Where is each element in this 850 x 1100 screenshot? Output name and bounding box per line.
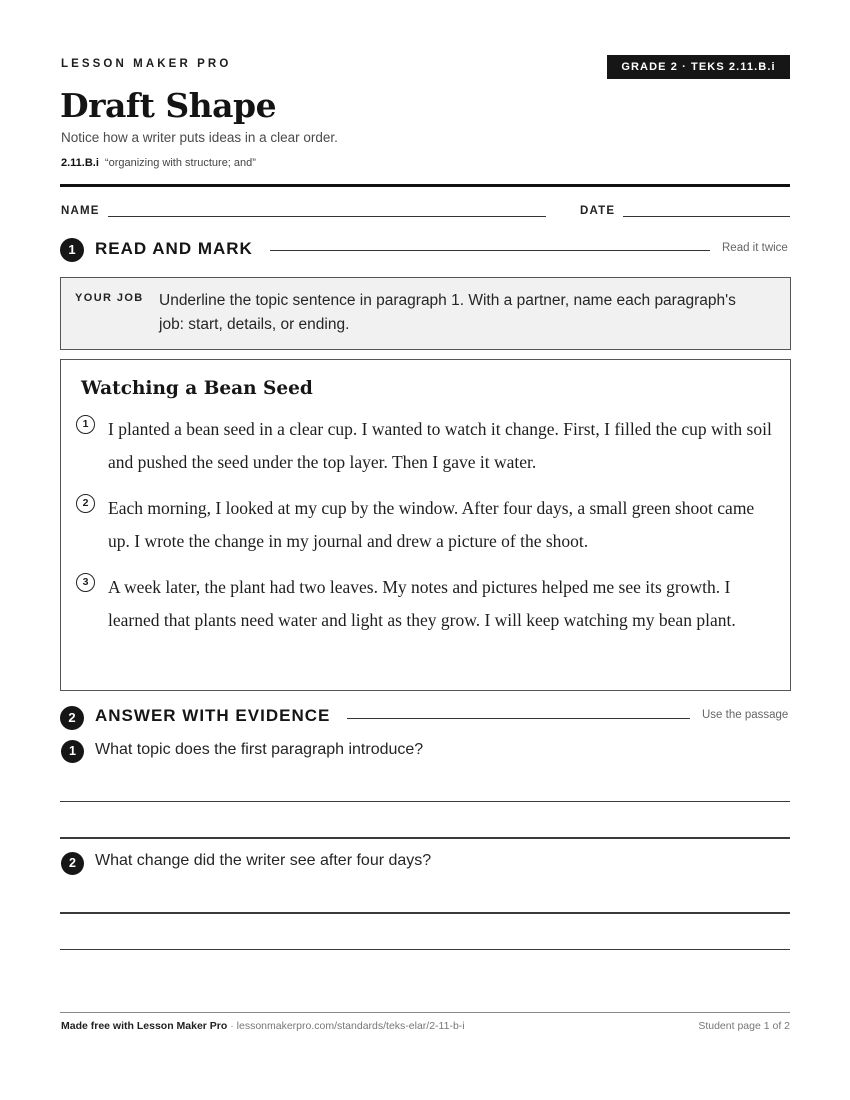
section-number-badge: 2: [60, 706, 84, 730]
footer-url: · lessonmakerpro.com/standards/teks-elar/2-11-b-i: [227, 1020, 465, 1032]
section-rule: [347, 718, 690, 719]
section-rule: [270, 250, 710, 251]
name-label: NAME: [61, 205, 100, 217]
passage-paragraph: A week later, the plant had two leaves. My notes and pictures helped me see its growth. I learned that plants need water and light as they grow. I will keep watching my bean plant.: [108, 577, 736, 630]
section-note: Use the passage: [702, 709, 789, 721]
brand-name: LESSON MAKER PRO: [61, 58, 232, 70]
question-text: What topic does the first paragraph introduce?: [95, 741, 424, 758]
answer-line[interactable]: [60, 801, 790, 802]
standard-code: 2.11.B.i: [61, 157, 99, 169]
footer-brand: Made free with Lesson Maker Pro: [61, 1020, 228, 1032]
question-text: What change did the writer see after four days?: [95, 852, 432, 869]
your-job-box: [60, 277, 791, 350]
section-number-badge: 1: [60, 238, 84, 262]
your-job-label: YOUR JOB: [75, 292, 144, 304]
footer-divider: [60, 1012, 790, 1013]
section-title-answer-with-evidence: ANSWER WITH EVIDENCE: [95, 706, 331, 725]
grade-badge: GRADE 2 · TEKS 2.11.B.i: [607, 55, 790, 79]
paragraph-number: 2: [76, 494, 95, 513]
section-note: Read it twice: [722, 242, 788, 254]
question-number-badge: 2: [61, 852, 84, 875]
standard-line: [61, 157, 256, 169]
passage-paragraph: I planted a bean seed in a clear cup. I wanted to watch it change. First, I filled the cup with soil and pushed the seed under the top layer. Then I gave it water.: [108, 419, 772, 472]
answer-line[interactable]: [60, 837, 790, 839]
name-field[interactable]: [108, 216, 546, 217]
passage-title: Watching a Bean Seed: [81, 378, 313, 399]
page-number: Student page 1 of 2: [698, 1020, 790, 1032]
reading-passage: [60, 359, 791, 691]
answer-line[interactable]: [60, 949, 790, 950]
paragraph-number: 3: [76, 573, 95, 592]
footer-credit: [61, 1020, 465, 1032]
standard-quote: “organizing with structure; and”: [104, 157, 256, 169]
passage-paragraph: Each morning, I looked at my cup by the window. After four days, a small green shoot came up. I wrote the change in my journal and drew a picture of the shoot.: [108, 498, 755, 551]
question-number-badge: 1: [61, 740, 84, 763]
header-divider: [60, 184, 790, 187]
page-title: Draft Shape: [60, 86, 277, 125]
answer-line[interactable]: [60, 912, 790, 914]
page-subtitle: Notice how a writer puts ideas in a clear order.: [61, 130, 338, 145]
your-job-text: Underline the topic sentence in paragraph 1. With a partner, name each paragraph's job: start, details, or ending.: [159, 292, 736, 333]
date-field[interactable]: [623, 216, 790, 217]
paragraph-number: 1: [76, 415, 95, 434]
section-title-read-and-mark: READ AND MARK: [95, 239, 253, 258]
date-label: DATE: [580, 205, 616, 217]
